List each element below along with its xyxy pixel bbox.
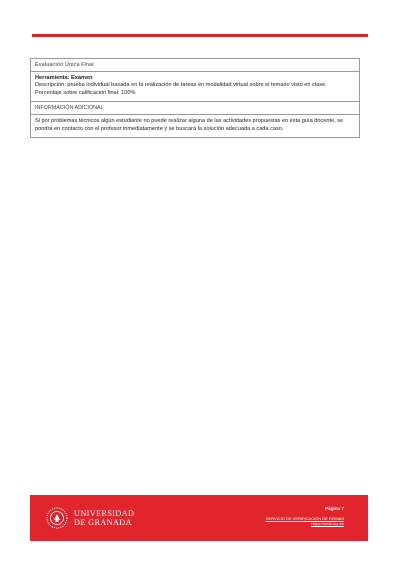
page-footer — [30, 495, 368, 541]
section-body — [31, 72, 359, 102]
evaluation-table — [30, 58, 360, 138]
additional-info-header: INFORMACIÓN ADICIONAL — [31, 102, 359, 115]
verify-line-2: https://sede.ugr.es — [311, 521, 344, 527]
description-text: Descripción: prueba individual basada en la realización de tareas en modalidad virtual sobre el temario visto en clase. — [35, 82, 327, 89]
tool-label: Herramienta: Examen — [35, 75, 93, 81]
page-number: Página 7 — [325, 506, 344, 511]
section-header: Evaluación Única Final — [31, 59, 359, 72]
university-seal-icon — [46, 507, 68, 529]
university-line-2: DE GRANADA — [74, 517, 132, 527]
percentage-text: Porcentaje sobre calificación final: 100% — [35, 89, 136, 96]
verification-link[interactable] — [266, 516, 344, 526]
verify-line-1: SERVICIO DE VERIFICACIÓN DE FIRMAS — [265, 516, 344, 521]
university-line-1: UNIVERSIDAD — [74, 509, 135, 518]
top-red-rule — [32, 34, 368, 37]
additional-info-body: Si por problemas técnicos algún estudiante no puede realizar alguna de las actividades propuestas en esta guía docente, se pondrá en contacto con el profesor inmediatamente y se buscará la solución adecuada a cada caso. — [35, 118, 344, 132]
university-logo-text — [74, 510, 134, 527]
